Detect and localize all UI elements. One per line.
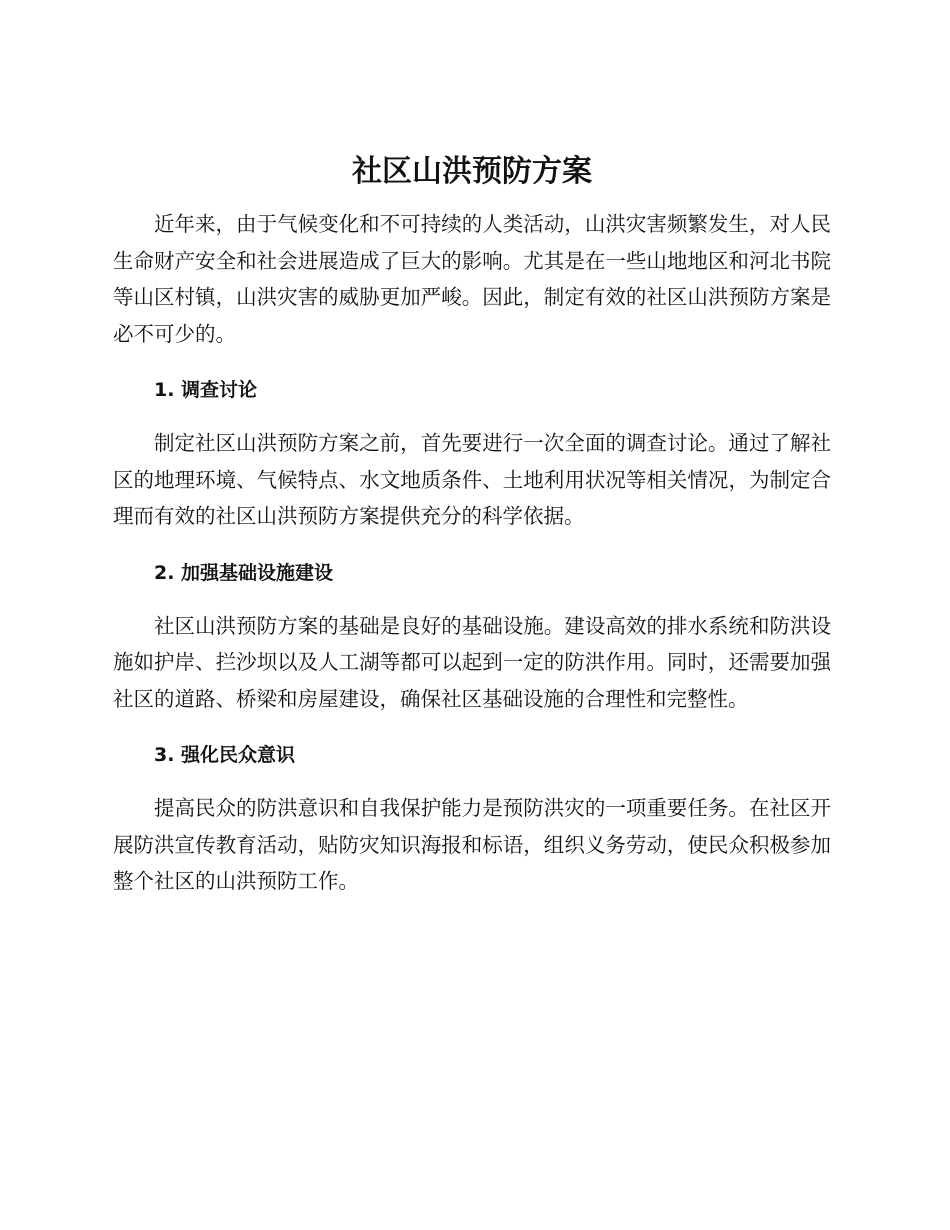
section-paragraph: 制定社区山洪预防方案之前，首先要进行一次全面的调查讨论。通过了解社区的地理环境、气候特点、水文地质条件、土地利用状况等相关情况，为制定合理而有效的社区山洪预防方案提供充分的科学依据。 [113,431,831,528]
section-heading: 1. 调查讨论 [154,379,258,401]
document-page [113,148,831,900]
section-infrastructure [113,559,831,718]
section-heading: 2. 加强基础设施建设 [154,561,334,584]
section-paragraph: 提高民众的防洪意识和自我保护能力是预防洪灾的一项重要任务。在社区开展防洪宣传教育活动，贴防灾知识海报和标语，组织义务劳动，使民众积极参加整个社区的山洪预防工作。 [113,796,831,893]
intro-paragraph: 近年来，由于气候变化和不可持续的人类活动，山洪灾害频繁发生，对人民生命财产安全和社会进展造成了巨大的影响。尤其是在一些山地地区和河北书院等山区村镇，山洪灾害的威胁更加严峻。因此，制定有效的社区山洪预防方案是必不可少的。 [113,212,831,346]
section-investigation [113,376,831,535]
section-public-awareness [113,741,831,900]
document-title: 社区山洪预防方案 [352,154,592,189]
section-heading: 3. 强化民众意识 [154,744,296,766]
section-paragraph: 社区山洪预防方案的基础是良好的基础设施。建设高效的排水系统和防洪设施如护岸、拦沙坝以及人工湖等都可以起到一定的防洪作用。同时，还需要加强社区的道路、桥梁和房屋建设，确保社区基础设施的合理性和完整性。 [113,613,831,711]
